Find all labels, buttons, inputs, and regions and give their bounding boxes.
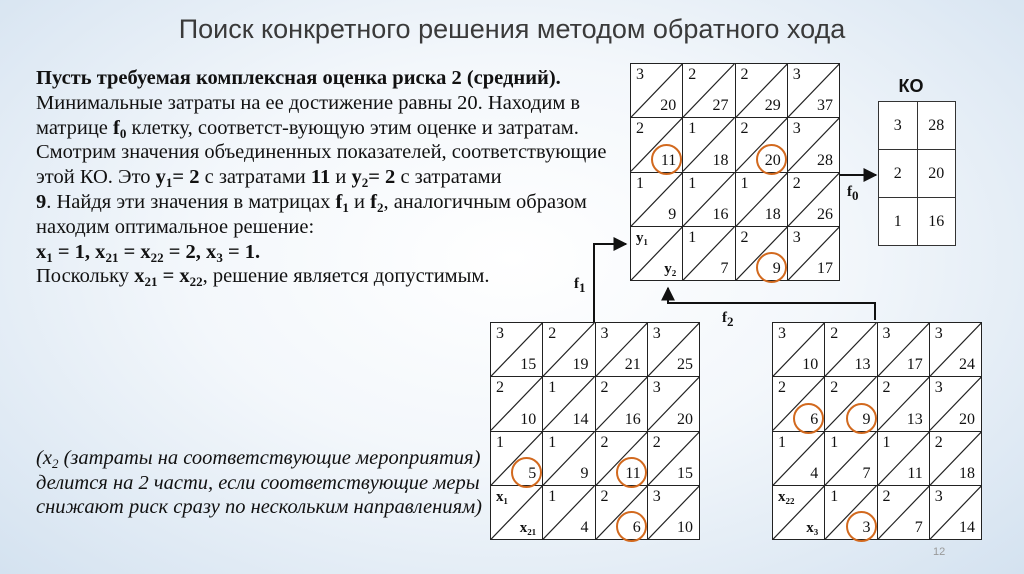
cell-score: 2 (830, 379, 839, 397)
matrix-cell (825, 323, 877, 377)
cell-score: 1 (548, 487, 557, 505)
matrix-cell (491, 431, 543, 485)
cell-score: 3 (934, 325, 943, 342)
highlight-circle (756, 144, 787, 175)
cell-score: 2 (830, 325, 839, 342)
matrix-cell (773, 431, 825, 485)
cell-cost: 26 (817, 205, 833, 223)
cell-cost: 25 (677, 356, 693, 374)
cell-cost: 15 (677, 464, 693, 482)
highlight-circle (616, 511, 647, 542)
matrix-cell (683, 226, 735, 280)
matrix-cell (543, 485, 595, 539)
cell-score: 3 (882, 325, 891, 342)
matrix-cell (683, 172, 735, 226)
f2-connector (668, 288, 875, 320)
matrix-cell (595, 485, 647, 539)
ko-cell: 1 (879, 198, 918, 246)
cell-score: 2 (740, 120, 749, 138)
cell-score: 2 (688, 66, 697, 83)
cell-cost: 10 (520, 410, 537, 428)
cell-cost: 9 (772, 260, 781, 277)
matrix-cell (773, 485, 825, 539)
matrix-cell (595, 323, 647, 377)
cell-score: y₁ (636, 229, 648, 246)
f2-label: $f_2$ (722, 310, 734, 329)
cell-score: 2 (740, 228, 749, 246)
cell-score: 1 (688, 228, 697, 246)
ko-cell: 3 (879, 102, 918, 150)
matrix-cell (929, 431, 981, 485)
cell-cost: 6 (632, 519, 641, 536)
cell-score: 1 (830, 433, 839, 451)
cell-cost: 24 (959, 356, 975, 374)
cell-score: 1 (830, 487, 839, 505)
matrix-cell (877, 377, 929, 431)
cell-score: 2 (882, 379, 891, 397)
cell-score: 3 (636, 66, 644, 83)
matrix-cell (825, 431, 877, 485)
matrix-cell (543, 377, 595, 431)
cell-cost: y₂ (664, 261, 677, 277)
cell-score: 3 (600, 325, 609, 342)
matrix-cell (491, 323, 543, 377)
cell-cost: x₃ (806, 520, 819, 536)
matrix-cell (877, 431, 929, 485)
cell-cost: 11 (907, 464, 923, 482)
cell-score: 3 (496, 325, 504, 342)
cell-cost: 18 (712, 151, 729, 169)
matrix-cell (877, 485, 929, 539)
matrix-cell (631, 64, 683, 118)
cell-cost: 20 (677, 410, 693, 428)
cell-score: 1 (688, 120, 697, 138)
cell-score: x₂₂ (778, 488, 795, 505)
cell-cost: 16 (712, 205, 729, 223)
matrix-cell (787, 64, 839, 118)
cell-score: 2 (934, 433, 943, 451)
matrix-cell (683, 118, 735, 172)
cell-cost: 20 (660, 97, 677, 115)
cell-score: 3 (652, 487, 661, 505)
cell-cost: 6 (810, 410, 819, 428)
cell-cost: 10 (677, 519, 693, 536)
highlight-circle (616, 457, 647, 488)
cell-cost: x₂₁ (519, 520, 537, 536)
cell-cost: 7 (914, 519, 923, 536)
cell-cost: 13 (854, 356, 871, 374)
cell-score: 2 (600, 379, 609, 397)
cell-score: 3 (652, 379, 661, 397)
cell-cost: 4 (580, 519, 589, 536)
cell-cost: 17 (906, 356, 923, 374)
matrix-cell (647, 377, 699, 431)
matrix-cell (647, 323, 699, 377)
cell-cost: 14 (959, 519, 975, 536)
cell-cost: 18 (959, 464, 975, 482)
matrix-cell (631, 118, 683, 172)
matrix-cell (929, 323, 981, 377)
cell-cost: 28 (817, 151, 833, 169)
cell-score: 2 (496, 379, 504, 397)
matrix-cell (877, 323, 929, 377)
matrix-cell (787, 118, 839, 172)
cell-score: 1 (548, 433, 557, 451)
cell-score: x₁ (496, 488, 508, 505)
matrix-f2 (772, 322, 982, 540)
highlight-circle (651, 144, 682, 175)
cell-score: 3 (792, 120, 801, 138)
cell-cost: 20 (764, 151, 781, 169)
cell-score: 2 (600, 487, 609, 505)
cell-score: 2 (652, 433, 661, 451)
matrix-cell (929, 485, 981, 539)
cell-score: 1 (778, 433, 786, 451)
matrix-f0 (630, 63, 840, 281)
highlight-circle (846, 511, 877, 542)
cell-score: 2 (548, 325, 557, 342)
cell-score: 3 (934, 487, 943, 505)
matrix-cell (647, 431, 699, 485)
cell-cost: 21 (624, 356, 641, 374)
cell-score: 1 (882, 433, 891, 451)
cell-score: 2 (882, 487, 891, 505)
matrix-cell (735, 172, 787, 226)
matrix-cell (647, 485, 699, 539)
ko-cell: 28 (917, 102, 956, 150)
cell-score: 1 (688, 174, 697, 192)
cell-score: 2 (636, 120, 644, 138)
cell-score: 2 (600, 433, 609, 451)
cell-score: 2 (778, 379, 786, 397)
slide-number: 12 (933, 546, 946, 558)
cell-cost: 14 (572, 410, 589, 428)
cell-score: 1 (548, 379, 557, 397)
highlight-circle (846, 403, 877, 434)
matrix-cell (735, 226, 787, 280)
cell-cost: 9 (862, 410, 871, 428)
cell-cost: 20 (959, 410, 975, 428)
matrix-cell (825, 485, 877, 539)
matrix-cell (929, 377, 981, 431)
cell-cost: 11 (660, 151, 677, 169)
slide-title: Поиск конкретного решения методом обратного хода (178, 14, 846, 44)
cell-score: 1 (636, 174, 644, 192)
cell-cost: 27 (712, 97, 729, 115)
cell-cost: 10 (802, 356, 819, 374)
cell-score: 3 (934, 379, 943, 397)
matrix-cell (631, 172, 683, 226)
cell-cost: 13 (906, 410, 923, 428)
cell-score: 2 (740, 66, 749, 83)
matrix-cell (543, 431, 595, 485)
cell-cost: 29 (764, 97, 781, 115)
cell-cost: 19 (572, 356, 589, 374)
matrix-cell (787, 172, 839, 226)
matrix-cell (491, 377, 543, 431)
matrix-cell (735, 64, 787, 118)
cell-cost: 7 (862, 464, 871, 482)
matrix-cell (773, 377, 825, 431)
f0-label: $f_0$ (847, 184, 859, 203)
matrix-cell (825, 377, 877, 431)
matrix-cell (787, 226, 839, 280)
cell-cost: 9 (580, 464, 589, 482)
f1-label: $f_1$ (574, 276, 586, 295)
cell-score: 3 (792, 228, 801, 246)
cell-score: 3 (792, 66, 801, 83)
cell-cost: 3 (862, 519, 871, 536)
cell-cost: 11 (625, 464, 641, 482)
cell-cost: 5 (528, 464, 537, 482)
cell-score: 1 (740, 174, 749, 192)
ko-table (878, 101, 956, 246)
matrix-cell (773, 323, 825, 377)
matrix-cell (491, 485, 543, 539)
cell-cost: 4 (810, 464, 819, 482)
cell-cost: 7 (720, 260, 729, 277)
matrix-f1 (490, 322, 700, 540)
cell-score: 1 (496, 433, 504, 451)
cell-cost: 37 (817, 97, 833, 115)
main-paragraph: Пусть требуемая комплексная оценка риска 2 (средний). Минимальные затраты на ее достижение равны 20. Находим в матрице $f_0$ клетку, соответст-вующую этим оценке и затратам. Смотрим значения объединенных показателей, соответствующие этой КО. Это $y_1= 2$ с затратами 11 и $y_2= 2$ с затратами 9. Найдя эти значения в матрицах $f_1$ и $f_2$, аналогичным образом находим оптимальное решение: $x_1 = 1$, $x_{21} = x_{22} = 2$, $x_3 = 1$. Поскольку $x_{21} = x_{22}$, решение является допустимым. (36, 67, 607, 290)
matrix-cell (595, 431, 647, 485)
matrix-cell (631, 226, 683, 280)
cell-score: 3 (778, 325, 786, 342)
cell-cost: 15 (520, 356, 537, 374)
cell-score: 3 (652, 325, 661, 342)
ko-cell: 2 (879, 150, 918, 198)
ko-title: КО (898, 76, 924, 96)
highlight-circle (511, 457, 542, 488)
matrix-cell (595, 377, 647, 431)
cell-score: 2 (792, 174, 801, 192)
matrix-cell (683, 64, 735, 118)
cell-cost: 18 (764, 205, 781, 223)
matrix-cell (735, 118, 787, 172)
ko-cell: 16 (917, 198, 956, 246)
highlight-circle (793, 403, 824, 434)
matrix-cell (543, 323, 595, 377)
cell-cost: 16 (624, 410, 641, 428)
cell-cost: 17 (817, 260, 833, 277)
ko-cell: 20 (917, 150, 956, 198)
cell-cost: 9 (668, 205, 677, 223)
highlight-circle (756, 252, 787, 283)
note-paragraph: ($x_2$ (затраты на соответствующие мероприятия) делится на 2 части, если соответствующие меры снижают риск сразу по нескольким направлениям) (36, 447, 483, 519)
